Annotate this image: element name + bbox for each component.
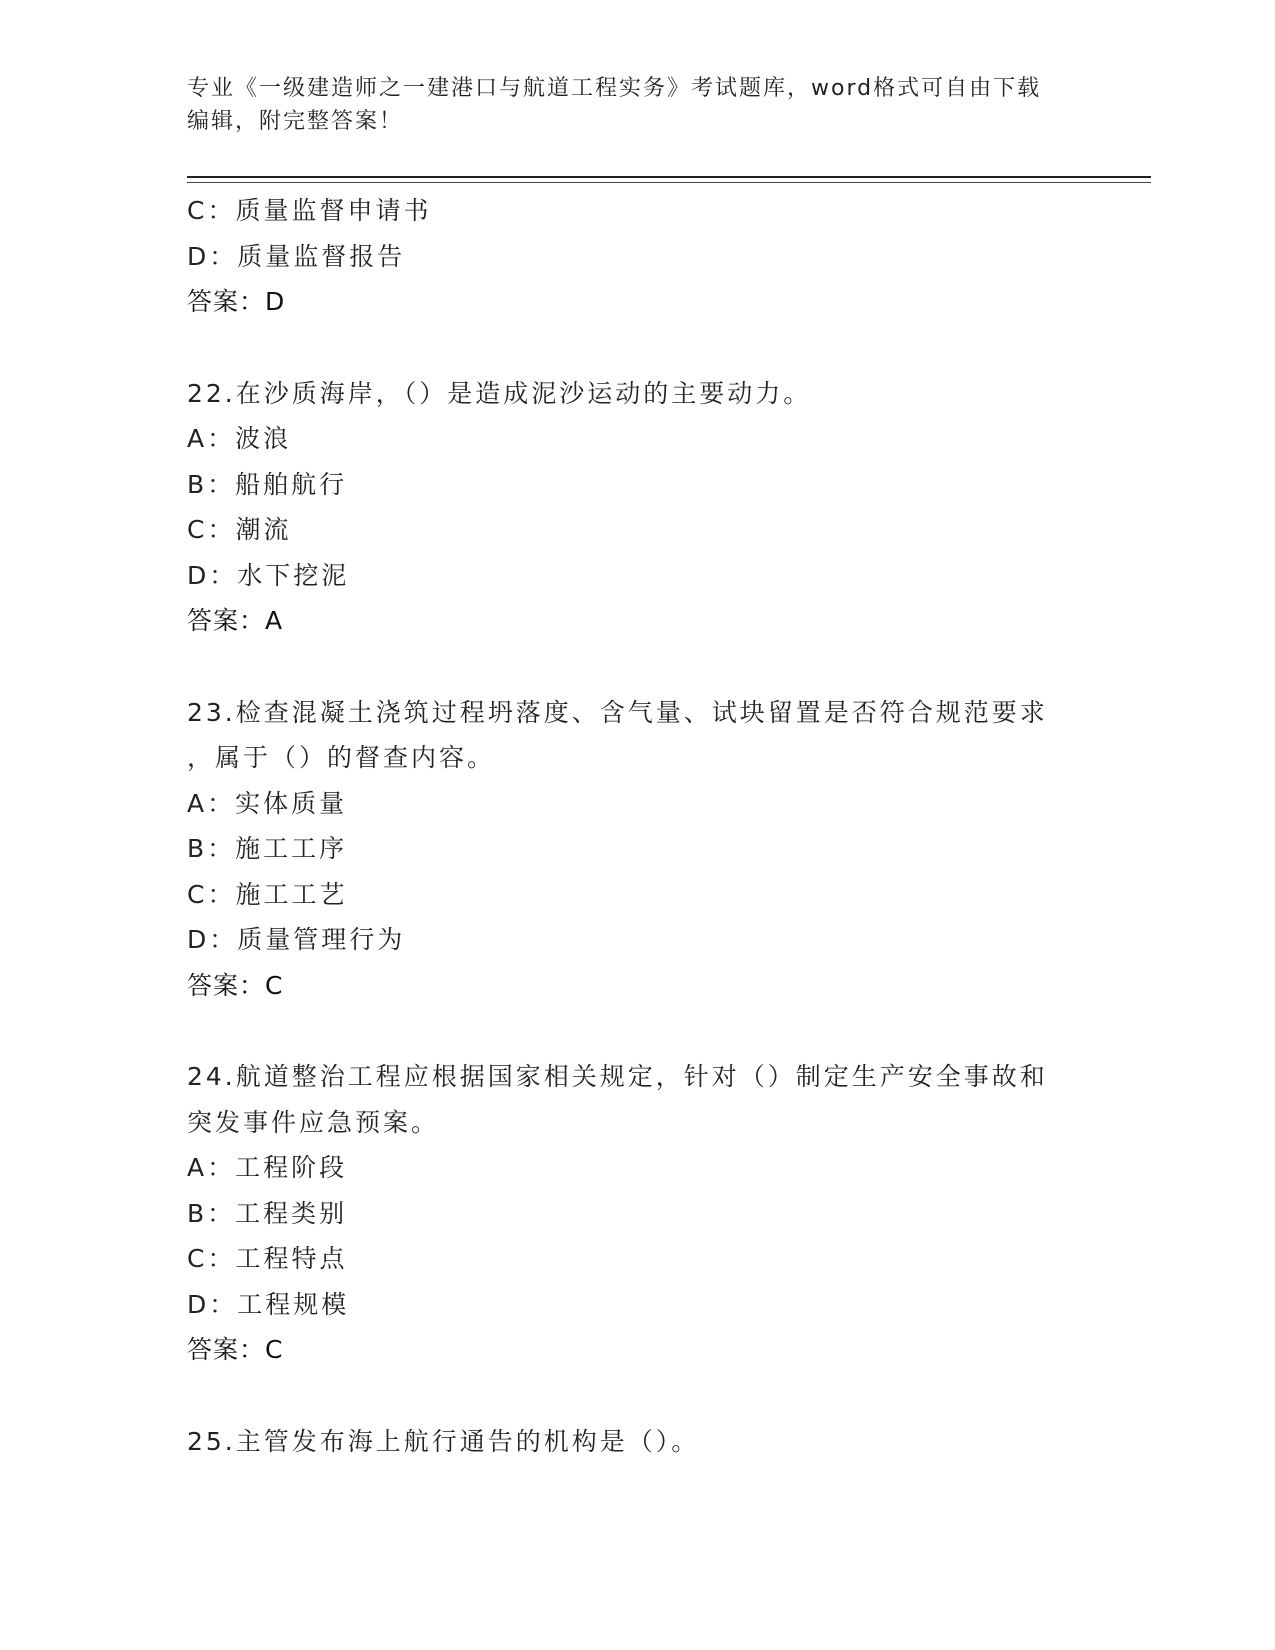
header-divider-thick bbox=[187, 176, 1151, 178]
document-header bbox=[187, 72, 1087, 138]
option-c: C：质量监督申请书 bbox=[187, 196, 432, 225]
option-d: D：质量监督报告 bbox=[187, 241, 406, 271]
header-line-2: 编辑，附完整答案！ bbox=[187, 109, 404, 134]
option-a: A：工程阶段 bbox=[187, 1153, 348, 1182]
question-text: 25.主管发布海上航行通告的机构是（）。 bbox=[187, 1426, 700, 1456]
header-line-1: 专业《一级建造师之一建港口与航道工程实务》考试题库，word格式可自由下载 bbox=[187, 76, 1042, 101]
option-a: A：波浪 bbox=[187, 424, 292, 453]
answer: 答案：D bbox=[187, 287, 286, 316]
option-c: C：工程特点 bbox=[187, 1244, 348, 1273]
answer: 答案：A bbox=[187, 606, 284, 635]
question-text-line-1: 23.检查混凝土浇筑过程坍落度、含气量、试块留置是否符合规范要求 bbox=[187, 697, 1048, 727]
option-c: C：潮流 bbox=[187, 515, 292, 544]
spacer bbox=[187, 325, 1087, 371]
question-text-line-2: ，属于（）的督查内容。 bbox=[187, 743, 496, 772]
answer: 答案：C bbox=[187, 970, 284, 1000]
option-a: A：实体质量 bbox=[187, 788, 348, 818]
option-b: B：船舶航行 bbox=[187, 469, 348, 499]
question-25 bbox=[187, 1419, 1087, 1465]
answer: 答案：C bbox=[187, 1335, 284, 1364]
header-divider-thin bbox=[187, 182, 1151, 183]
question-23 bbox=[187, 690, 1087, 1009]
spacer bbox=[187, 1373, 1087, 1419]
question-text-line-2: 突发事件应急预案。 bbox=[187, 1107, 440, 1137]
question-21 bbox=[187, 188, 1087, 325]
spacer bbox=[187, 1008, 1087, 1054]
option-c: C：施工工艺 bbox=[187, 879, 348, 909]
question-24 bbox=[187, 1054, 1087, 1373]
spacer bbox=[187, 644, 1087, 690]
question-text: 22.在沙质海岸，（）是造成泥沙运动的主要动力。 bbox=[187, 378, 812, 408]
option-d: D：水下挖泥 bbox=[187, 560, 350, 590]
option-b: B：工程类别 bbox=[187, 1198, 348, 1228]
question-text-line-1: 24.航道整治工程应根据国家相关规定，针对（）制定生产安全事故和 bbox=[187, 1062, 1048, 1091]
question-22 bbox=[187, 371, 1087, 644]
option-b: B：施工工序 bbox=[187, 834, 348, 863]
option-d: D：质量管理行为 bbox=[187, 925, 406, 954]
option-d: D：工程规模 bbox=[187, 1289, 350, 1319]
question-list bbox=[187, 188, 1087, 1464]
